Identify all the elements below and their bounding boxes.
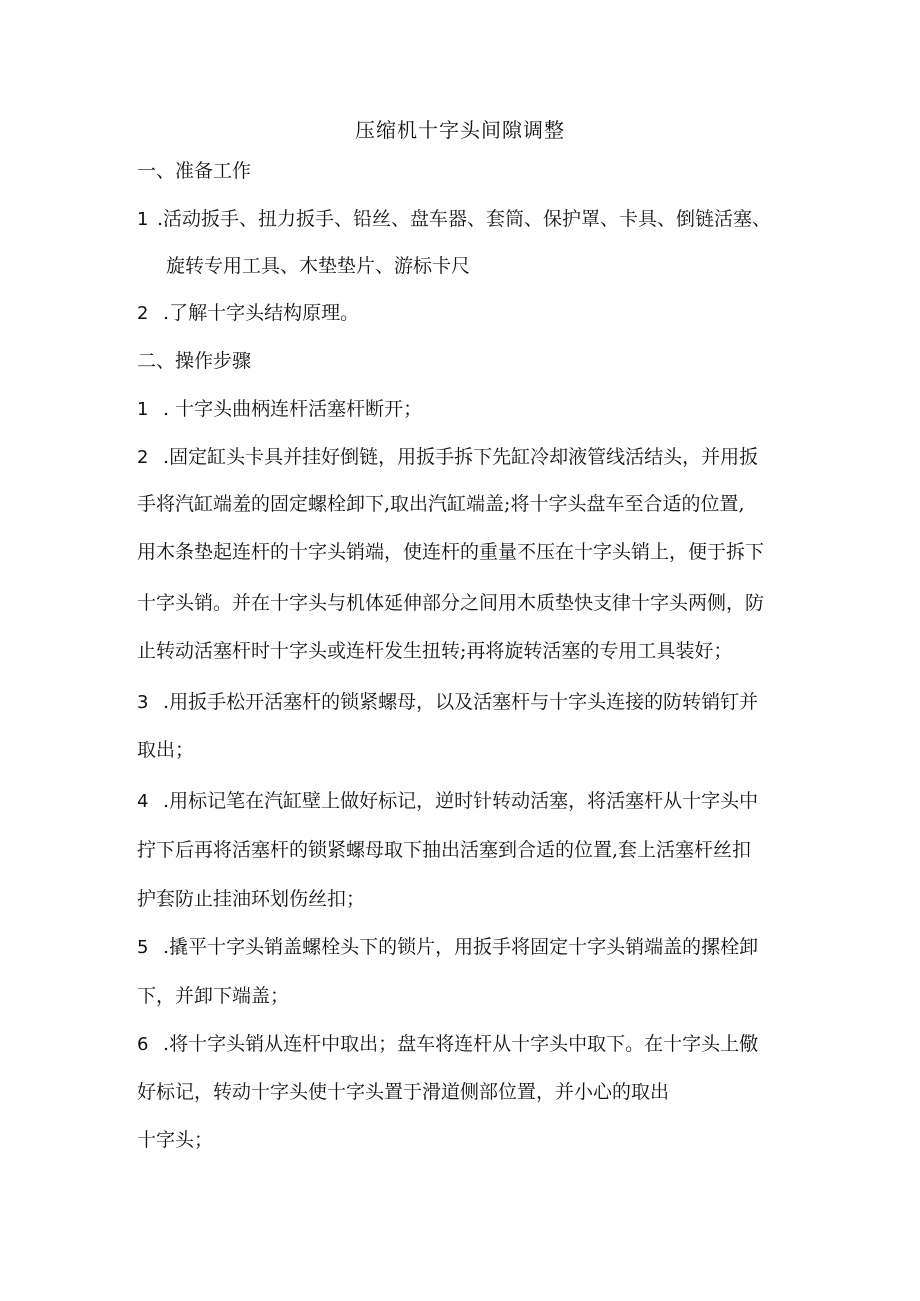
item-text: .将十字头销从连杆中取出；盘车将连杆从十字头中取下。在十字头上儆	[157, 1033, 759, 1055]
list-item	[137, 1031, 758, 1058]
item-continuation: 拧下后再将活塞杆的锁紧螺母取下抽出活塞到合适的位置,套上活塞杆丝扣	[137, 839, 752, 861]
document-title: 压缩机十字头间隙调整	[355, 118, 565, 142]
list-item	[137, 206, 771, 233]
item-continuation: 十字头；	[137, 1129, 214, 1151]
item-continuation: 手将汽缸端羞的固定螺栓卸下,取出汽缸端盖;将十字头盘车至合适的位置,	[137, 493, 745, 515]
item-text: . 十字头曲柄连杆活塞杆断开；	[157, 398, 423, 420]
item-text: .活动扳手、扭力扳手、铅丝、盘车器、套筒、保护罩、卡具、倒链活塞、	[157, 208, 772, 230]
item-continuation: 取出；	[137, 739, 195, 761]
list-item	[137, 934, 758, 961]
item-number: 4	[137, 791, 149, 812]
item-continuation: 止转动活塞杆时十字头或连杆发生扭转;再将旋转活塞的专用工具装好；	[137, 640, 733, 662]
item-continuation: 下，并卸下端盖；	[137, 985, 290, 1007]
item-number: 3	[137, 692, 149, 713]
section-heading-preparation: 一、准备工作	[137, 160, 252, 182]
item-number: 1	[137, 209, 149, 230]
list-item	[137, 300, 359, 327]
list-item	[137, 689, 758, 716]
section-heading-steps: 二、操作步骤	[137, 350, 252, 372]
item-text: .了解十字头结构原理。	[157, 302, 360, 324]
list-item	[137, 444, 758, 471]
item-continuation: 用木条垫起连杆的十字头销端，使连杆的重量不压在十字头销上，便于拆下	[137, 541, 765, 563]
item-number: 6	[137, 1034, 149, 1055]
item-number: 2	[137, 447, 149, 468]
item-number: 5	[137, 937, 149, 958]
item-text: .用扳手松开活塞杆的锁紧螺母，以及活塞杆与十字头连接的防转销钉并	[157, 691, 759, 713]
item-continuation: 旋转专用工具、木垫垫片、游标卡尺	[166, 255, 471, 277]
item-continuation: 好标记，转动十字头使十字头置于滑道侧部位置，并小心的取出	[137, 1081, 670, 1103]
item-number: 2	[137, 303, 149, 324]
item-continuation: 护套防止挂油环划伤丝扣；	[137, 888, 366, 910]
item-text: .撬平十字头销盖螺栓头下的锁片，用扳手将固定十字头销端盖的摞栓卸	[157, 936, 759, 958]
list-item	[137, 396, 422, 423]
item-continuation: 十字头销。并在十字头与机体延伸部分之间用木质垫快支律十字头两侧，防	[137, 592, 765, 614]
item-text: .固定缸头卡具并挂好倒链，用扳手拆下先缸冷却液管线活结头，并用扳	[157, 446, 759, 468]
item-number: 1	[137, 399, 149, 420]
item-text: .用标记笔在汽缸壁上做好标记，逆时针转动活塞，将活塞杆从十字头中	[157, 790, 759, 812]
list-item	[137, 788, 758, 815]
